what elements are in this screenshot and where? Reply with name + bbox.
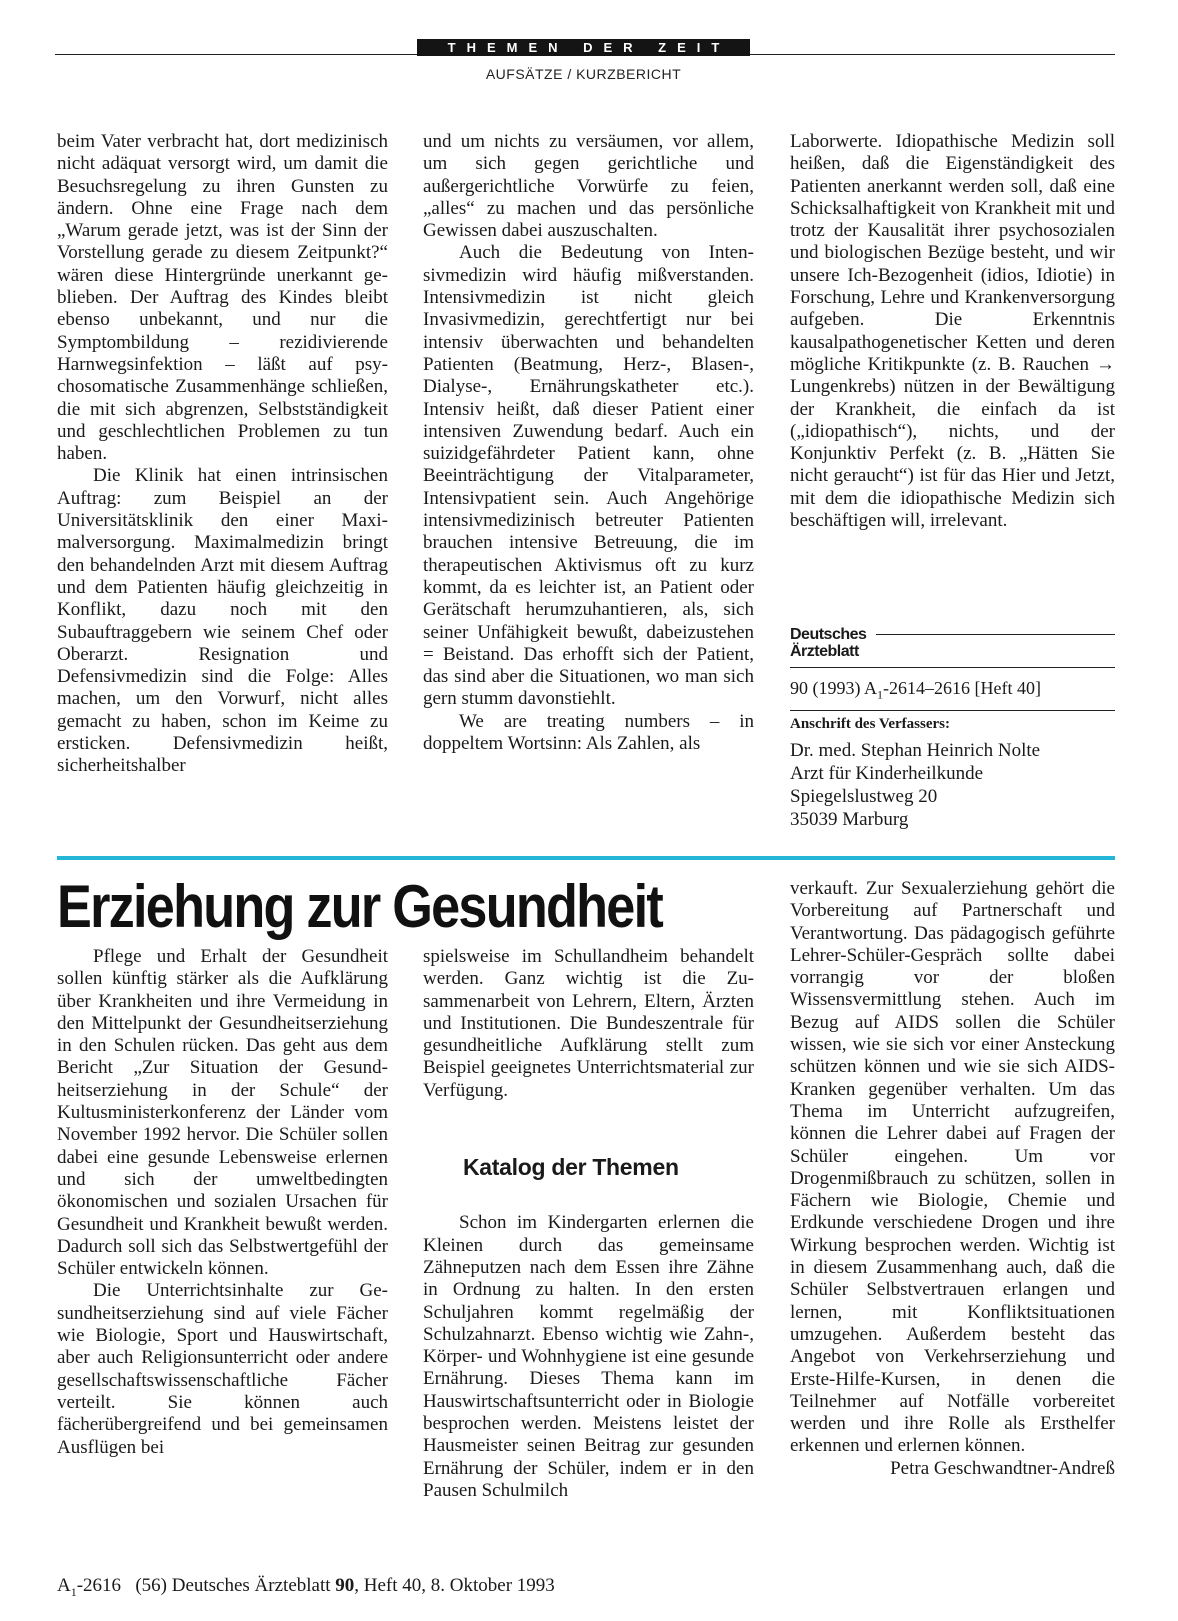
paragraph: beim Vater verbracht hat, dort medizinisch nicht adäquat versorgt wird, um damit die Besuchsregelung zu ihren Gunsten zu ändern. Ohne eine Frage nach dem „Warum gerade jetzt, was ist der Sinn der Vorstellung gerade zu diesem Zeitpunkt?“ wären diese Hintergründe unerkannt geblieben. Der Auftrag des Kindes bleibt ebenso unbekannt, und nur die Symptombildung – rezidivierende Harnwegsinfektion – läßt auf psychosomatische Zusammenhänge schließen, die mit sich abgrenzen, Selbstständigkeit und geschlechtlichen Problemen zu tun haben. [57, 131, 388, 465]
page-footer: $A_1-2616$ (56) Deutsches Ärzteblatt 90, Heft 40, 8. Oktober 1993 [57, 1575, 555, 1599]
paragraph: Die Klinik hat einen intrinsischen Auftrag: zum Beispiel an der Universitätsklinik den einer Maximalversorgung. Maximalmedizin bringt den behandelnden Arzt mit diesem Auftrag und dem Patienten häufig gleichzeitig in Konflikt, dazu noch mit den Subauftraggebern wie seinem Chef oder Oberarzt. Resignation und Defensivmedizin sind die Folge: Alles machen, um den Vorwurf, nicht alles gemacht zu haben, schon im Keime zu ersticken. Defensivmedizin heißt, sicherheitshalber [57, 465, 388, 777]
address-line: Arzt für Kinderheilkunde [790, 763, 984, 784]
divider [790, 667, 1115, 668]
article1-column-2 [423, 131, 754, 755]
paragraph: spielsweise im Schullandheim behandelt werden. Ganz wichtig ist die Zusammenarbeit von Lehrern, Eltern, Ärzten und Institutionen. Die Bundeszentrale für gesundheitliche Aufklärung stellt zum Beispiel geeignetes Unterrichtsmaterial zur Verfügung. [423, 946, 754, 1101]
paragraph: We are treating numbers – in doppeltem Wortsinn: Als Zahlen, als [423, 710, 754, 755]
subheading: Katalog der Themen [463, 1154, 679, 1181]
paragraph: verkauft. Zur Sexualerziehung gehört die Vorbereitung auf Partnerschaft und Verantwortung. Das pädagogisch geführte Lehrer-Schüler-Gespräch sollte dabei vorrangig vor der bloßen Wissensvermittlung stehen. Auch im Bezug auf AIDS sollen die Schüler wissen, wie sie sich vor einer Ansteckung schützen können und wie sie sich AIDS-Kranken gegenüber verhalten. Um das Thema im Unterricht aufzugreifen, können die Lehrer dabei auf Fragen der Schüler eingehen. Um vor Drogenmißbrauch zu schützen, sollen in Fächern wie Biologie, Chemie und Erdkunde verschiedene Drogen und ihre Wirkung besprochen werden. Wichtig ist in diesem Zusammenhang auch, daß die Schüler Selbstvertrauen erlangen und lernen, mit Konfliktsituationen umzugehen. Außerdem besteht das Angebot von Verkehrserziehung und Erste-Hilfe-Kursen, in denen die Teilnehmer auf Notfälle vorbereitet werden und ihre Rolle als Ersthelfer erkennen und erlernen können. [790, 878, 1115, 1457]
citation: 90 (1993) $A_1-2614-2616$ [Heft 40] [790, 678, 1041, 702]
paragraph: Schon im Kindergarten erlernen die Kleinen durch das gemeinsame Zähneputzen nach dem Essen ihre Zähne in Ordnung zu halten. In den ersten Schuljahren kommt regelmäßig der Schulzahnarzt. Ebenso wichtig wie Zahn-, Körper- und Wohnhygiene ist eine gesunde Ernährung. Dieses Thema kann im Hauswirtschaftsunterricht oder in Biologie besprochen werden. Meistens leistet der Hausmeister seinen Beitrag zur gesunden Ernährung der Schüler, indem er in den Pausen Schulmilch [423, 1212, 754, 1501]
address-line: Spiegelslustweg 20 [790, 786, 938, 807]
article-headline: Erziehung zur Gesundheit [57, 873, 662, 940]
section-subtitle: AUFSÄTZE / KURZBERICHT [485, 66, 682, 82]
journal-logo-line-1: Deutsches [790, 626, 867, 643]
journal-logo [790, 626, 1115, 666]
author-signature: Petra Geschwandtner-Andreß [890, 1457, 1115, 1479]
address-line: 35039 Marburg [790, 809, 909, 830]
address-line: Dr. med. Stephan Heinrich Nolte [790, 740, 1041, 761]
journal-logo-line-2: Ärzteblatt [790, 643, 859, 660]
article-separator [57, 856, 1115, 860]
paragraph: Laborwerte. Idiopathische Medizin soll heißen, daß die Eigenständigkeit des Patienten anerkannt werden soll, daß eine Schicksalhaftigkeit von Krankheit mit und trotz der Kausalität ihrer psychosozialen und biologischen Bezüge besteht, und wir unsere Ich-Bezogenheit (idios, Idiotie) in Forschung, Lehre und Krankenversorgung aufgeben. Die Erkenntnis kausalpathogenetischer Ketten und deren mögliche Kritikpunkte (z. B. Rauchen → Lungenkrebs) nützen in der Bewältigung der Krankheit, die einfach da ist („idiopathisch“), nichts, und der Konjunktiv Perfekt (z. B. „Hätten Sie nicht geraucht“) ist für das Hier und Jetzt, mit dem die idiopathische Medizin sich beschäftigen will, irrelevant. [790, 131, 1115, 532]
paragraph: Pflege und Erhalt der Gesundheit sollen künftig stärker als die Aufklärung über Krankheiten und ihre Vermeidung in den Mittelpunkt der Gesundheitserziehung in den Schulen rücken. Das geht aus dem Bericht „Zur Situation der Gesundheitserziehung in der Schule“ der Kultusministerkonferenz der Länder vom November 1992 hervor. Die Schüler sollen dabei eine gesunde Lebensweise erlernen und sich der umweltbedingten ökonomischen und sozialen Ursachen für Gesundheit und Krankheit bewußt werden. Dadurch soll sich das Selbstwertgefühl der Schüler entwickeln können. [57, 946, 388, 1280]
article2-column-1 [57, 946, 388, 1459]
divider [876, 634, 1115, 635]
author-address [790, 739, 1040, 831]
section-banner: THEMEN DER ZEIT [417, 39, 750, 56]
article1-column-1 [57, 131, 388, 778]
paragraph: und um nichts zu versäumen, vor allem, um sich gegen gerichtliche und außergerichtliche Vorwürfe zu feien, „alles“ zu machen und das persönliche Gewissen dabei auszuschalten. [423, 131, 754, 242]
article2-column-2 [423, 946, 754, 1502]
paragraph: Auch die Bedeutung von Intensivmedizin wird häufig mißverstanden. Intensivmedizin ist nicht gleich Invasivmedizin, gerechtfertigt nur bei intensiv überwachten und behandelten Patienten (Beatmung, Herz-, Blasen-, Dialyse-, Ernährungskatheter etc.). Intensiv heißt, daß dieser Patient einer intensiven Zuwendung bedarf. Auch ein suizidgefährdeter Patient kann, ohne Beeinträchtigung der Vitalparameter, Intensivpatient sein. Auch Angehörige intensivmedizinisch betreuter Patienten brauchen intensive Betreuung, die im therapeutischen Aktivismus oft zu kurz kommt, da es leichter ist, an Patient oder Gerätschaft herumzuhantieren, als, sich seiner Unfähigkeit bewußt, dabeizustehen = Beistand. Das erhofft sich der Patient, das sind aber die Situationen, wo man sich gern stumm davonstiehlt. [423, 242, 754, 710]
article2-column-3 [790, 878, 1115, 1480]
page-number: $A_1-2616$ [57, 1575, 122, 1599]
article1-column-3 [790, 131, 1115, 532]
paragraph: Die Unterrichtsinhalte zur Gesundheitserziehung sind auf viele Fächer wie Biologie, Sport und Hauswirtschaft, aber auch Religionsunterricht oder andere gesellschaftswissenschaftliche Fächer verteilt. Sie können auch fächerübergreifend und bei gemeinsamen Ausflügen bei [57, 1280, 388, 1458]
divider [790, 710, 1115, 711]
address-title: Anschrift des Verfassers: [790, 716, 950, 732]
